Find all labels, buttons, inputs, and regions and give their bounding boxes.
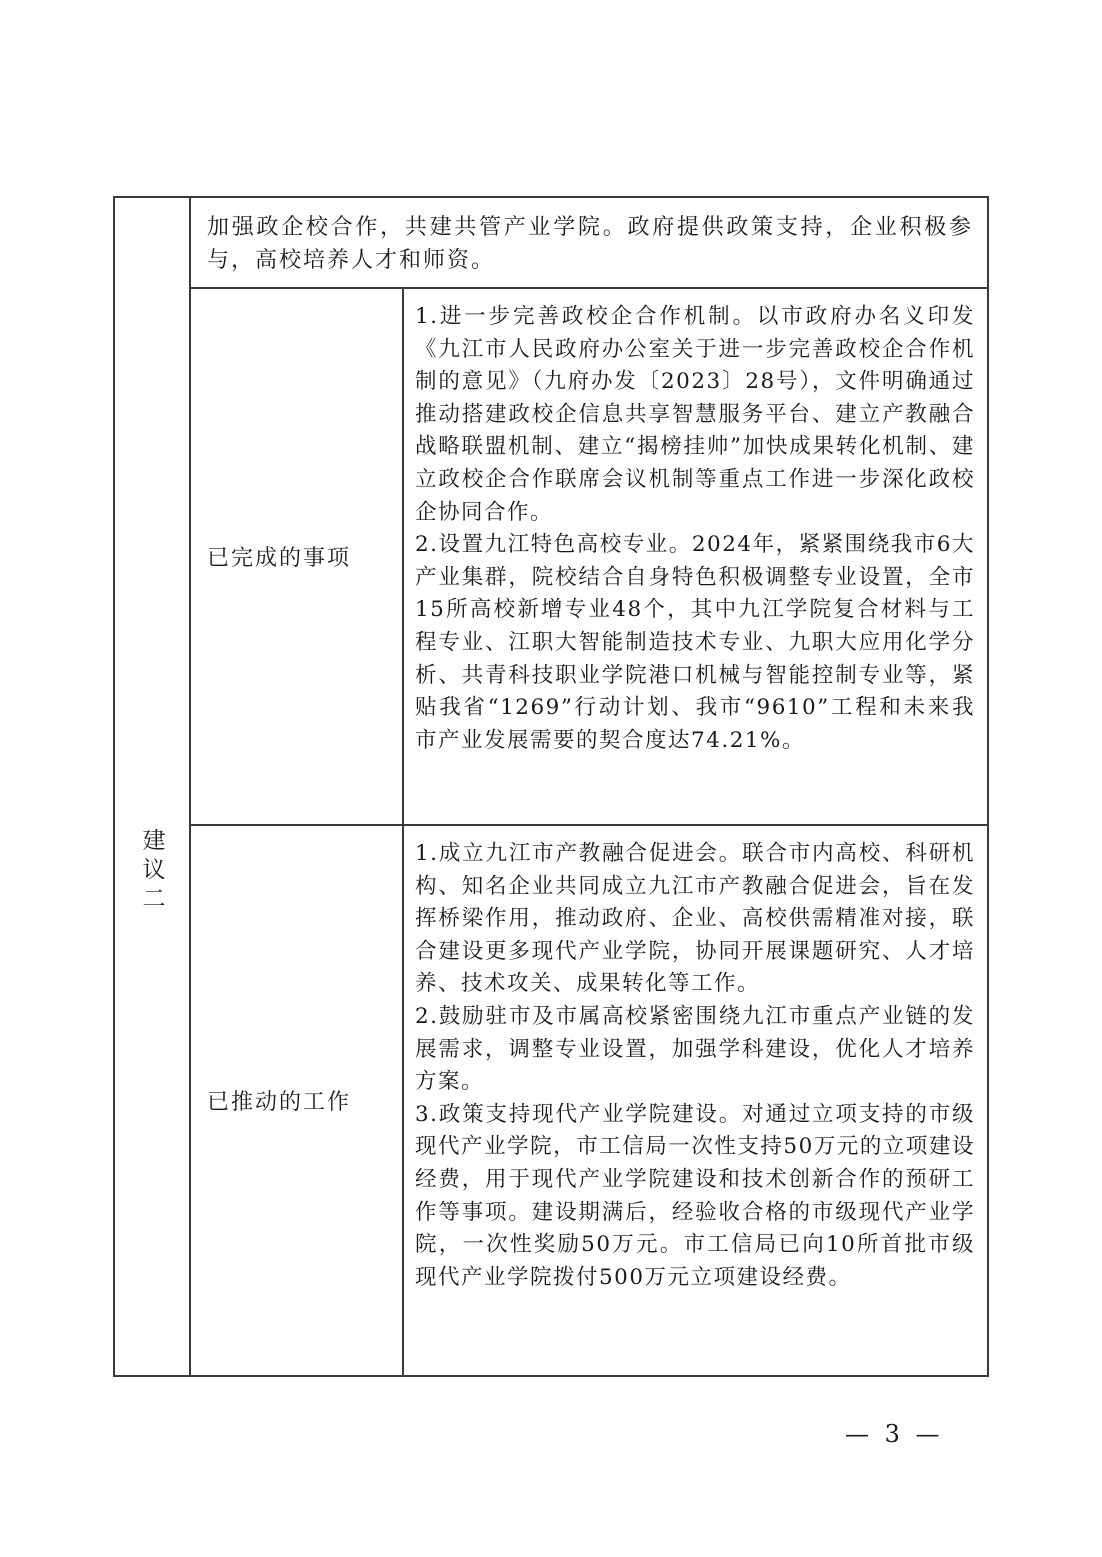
page-number: — 3 — — [845, 1420, 944, 1448]
suggestion-summary: 加强政企校合作，共建共管产业学院。政府提供政策支持，企业积极参与，高校培养人才和师资。 — [191, 198, 987, 289]
paragraph: 1.成立九江市产教融合促进会。联合市内高校、科研机构、知名企业共同成立九江市产教融合促进会，旨在发挥桥梁作用，推动政府、企业、高校供需精准对接，联合建设更多现代产业学院，协同开展课题研究、人才培养、技术攻关、成果转化等工作。 — [415, 841, 975, 997]
row-label-completed — [191, 289, 404, 824]
row-label-text: 已完成的事项 — [207, 546, 352, 571]
row-label-text: 已推动的工作 — [207, 1090, 352, 1115]
row-body-completed — [404, 289, 987, 824]
paragraph: 2.设置九江特色高校专业。2024年，紧紧围绕我市6大产业集群，院校结合自身特色积极调整专业设置，全市15所高校新增专业48个，其中九江学院复合材料与工程专业、江职大智能制造技术专业、九职大应用化学分析、共青科技职业学院港口机械与智能控制专业等，紧贴我省“1269”行动计划、我市“9610”工程和未来我市产业发展需要的契合度达74.21%。 — [415, 532, 975, 753]
row-label-promoted — [191, 824, 404, 1375]
suggestion-table — [113, 196, 989, 1377]
side-label-cell — [115, 198, 191, 1375]
paragraph: 1.进一步完善政校企合作机制。以市政府办名义印发《九江市人民政府办公室关于进一步完善政校企合作机制的意见》（九府办发〔2023〕28号），文件明确通过推动搭建政校企信息共享智慧服务平台、建立产教融合战略联盟机制、建立“揭榜挂帅”加快成果转化机制、建立政校企合作联席会议机制等重点工作进一步深化政校企协同合作。 — [415, 304, 975, 525]
side-label: 建议二 — [138, 828, 165, 915]
row-body-promoted — [404, 824, 987, 1375]
paragraph: 2.鼓励驻市及市属高校紧密围绕九江市重点产业链的发展需求，调整专业设置，加强学科建设，优化人才培养方案。 — [415, 1003, 975, 1095]
paragraph: 3.政策支持现代产业学院建设。对通过立项支持的市级现代产业学院，市工信局一次性支持50万元的立项建设经费，用于现代产业学院建设和技术创新合作的预研工作等事项。建设期满后，经验收合格的市级现代产业学院，一次性奖励50万元。市工信局已向10所首批市级现代产业学院拨付500万元立项建设经费。 — [415, 1101, 975, 1290]
